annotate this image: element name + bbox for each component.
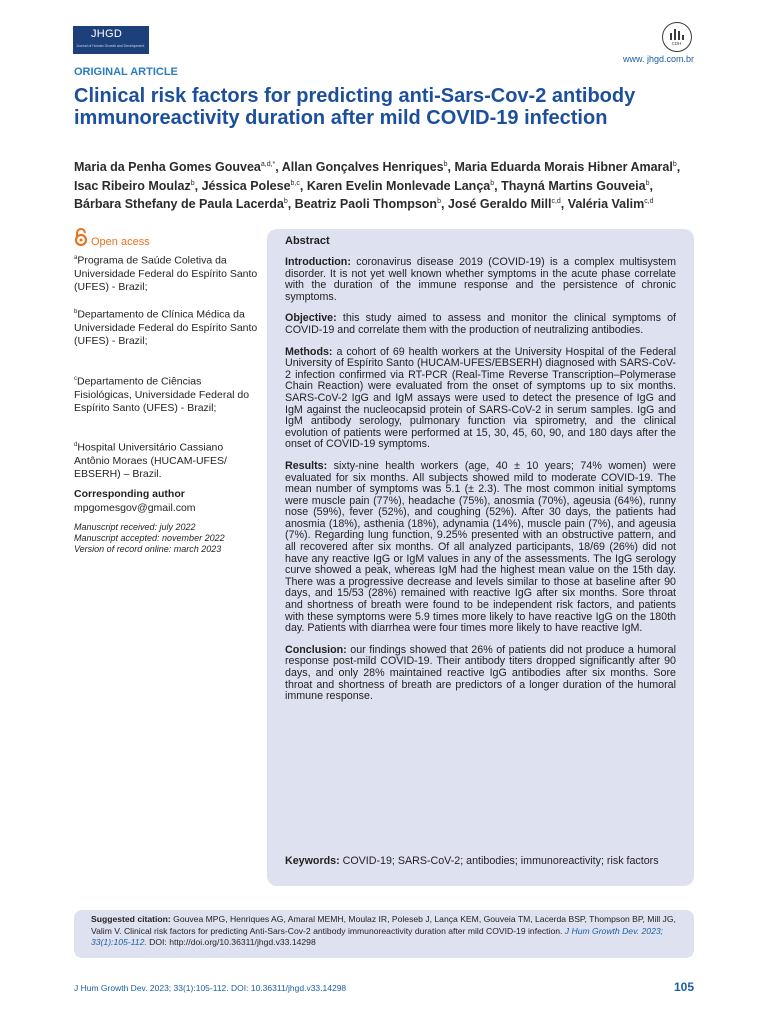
manuscript-dates	[74, 522, 225, 555]
author-name	[568, 197, 654, 211]
abstract-section	[285, 313, 676, 336]
abstract-section-label: Results:	[285, 459, 328, 472]
author-affiliation-marker: b	[190, 179, 195, 187]
affiliation-marker: b	[74, 309, 78, 315]
affiliation-marker: d	[74, 442, 78, 448]
author-name-text: Jéssica Polese	[201, 178, 291, 193]
author-name	[202, 179, 300, 193]
journal-website-link[interactable]: www. jhgd.com.br	[622, 54, 694, 64]
corresponding-author-email[interactable]: mpgomesgov@gmail.com	[74, 502, 196, 514]
author-name	[454, 160, 676, 174]
abstract-heading: Abstract	[285, 235, 330, 247]
abstract-section	[285, 347, 676, 451]
author-affiliation-marker: a,d,*	[260, 161, 276, 168]
author-affiliation-marker: b	[437, 198, 441, 206]
author-affiliation-marker: c,d	[644, 198, 654, 206]
article-title: Clinical risk factors for predicting anti-Sars-Cov-2 antibody immunoreactivity duration after mild COVID-19 infection	[74, 85, 636, 129]
affiliation-marker: c	[74, 376, 77, 382]
keywords-text: COVID-19; SARS-CoV-2; antibodies; immunoreactivity; risk factors	[339, 855, 659, 867]
abstract-section-text: sixty-nine health workers (age, 40 ± 10 years; 74% women) were evaluated for six months. All subjects showed mild to moderate COVID-19. The mean number of symptoms was 5.1 (± 2.3). The most common initial symptoms were muscle pain (77%), headache (75%), anosmia (70%), ageusia (64%), runny nose (59%), fever (52%), and coughing (52%). After 30 days, the patients had anosmia (18%), asthenia (18%), adynamia (14%), muscle pain (7%), and ageusia (7%). Regarding lung function, 9.25% presented with an obstructive pattern, and all recovered after six months. Of all analyzed participants, 18/69 (26%) did not have any reactive IgG or IgM values in any of the assessments. The IgG serology curve showed a peak, whereas IgM had the highest mean value on the 15th day. There was a progressive decrease and levels similar to those at baseline after 90 days, and 15/53 (28%) remained with reactive IgG after six months. Sore throat and shortness of breath were found to be independent risk factors, and patients with these symptoms were 5.9 times more likely to have reactive IgG on the 180th day. Patients with diarrhea were four times more likely to have reactive IgM.	[285, 459, 676, 635]
open-access-label: Open acess	[91, 236, 150, 248]
author-affiliation-marker: b	[645, 179, 650, 187]
author-affiliation-marker: b	[443, 161, 448, 168]
abstract-section-text: our findings showed that 26% of patients did not produce a humoral response post-mild COVID-19. Their antibody titers dropped significantly after 90 days, and only 28% maintained reactive IgG antibodies after six months. Sore throat and shortness of breath are predictors of a longer duration of the humoral immune response.	[285, 643, 676, 703]
abstract-section-label: Conclusion:	[285, 643, 347, 656]
author-name	[282, 160, 448, 174]
footer-citation: J Hum Growth Dev. 2023; 33(1):105-112. DOI: 10.36311/jhgd.v33.14298	[74, 983, 347, 993]
open-access-lock-icon	[74, 228, 88, 246]
citation-journal-ref: J Hum Growth Dev. 2023; 33(1):105-112.	[91, 925, 664, 947]
affiliation-text: Hospital Universitário Cassiano Antônio Moraes (HUCAM-UFES/ EBSERH) – Brazil.	[74, 441, 227, 480]
suggested-citation	[91, 914, 679, 949]
journal-logo-text: JHGD	[91, 28, 123, 40]
author-name	[307, 179, 494, 193]
abstract-section	[285, 257, 676, 303]
author-name	[448, 197, 561, 211]
author-name-text: Bárbara Sthefany de Paula Lacerda	[74, 197, 284, 212]
citation-box	[74, 910, 694, 958]
author-name	[74, 160, 275, 174]
affiliation-text: Departamento de Ciências Fisiológicas, Universidade Federal do Espírito Santo (UFES) - Brazil;	[74, 375, 250, 414]
cdh-emblem-icon	[662, 22, 692, 52]
citation-doi[interactable]: DOI: http://doi.org/10.36311/jhgd.v33.14298	[146, 937, 316, 947]
abstract-section	[285, 645, 676, 703]
affiliation-d	[74, 439, 260, 481]
abstract-section-text: this study aimed to assess and monitor the clinical symptoms of COVID-19 and correlate them with the production of neutralizing antibodies.	[285, 312, 676, 336]
author-affiliation-marker: c,d	[551, 198, 561, 206]
journal-logo-subtitle: Journal of Human Growth and Development	[76, 44, 145, 48]
author-name-text: José Geraldo Mill	[447, 197, 552, 212]
corresponding-author-label: Corresponding author	[74, 488, 185, 500]
author-name-text: Karen Evelin Monlevade Lança	[306, 178, 491, 193]
author-affiliation-marker: b	[283, 198, 288, 206]
affiliation-b	[74, 306, 260, 348]
citation-label: Suggested citation:	[91, 914, 171, 924]
abstract-section-label: Methods:	[285, 345, 333, 358]
abstract-section-label: Objective:	[285, 312, 337, 325]
keywords-label: Keywords:	[285, 855, 340, 867]
abstract-box	[267, 229, 694, 886]
abstract-section-text: coronavirus disease 2019 (COVID-19) is a complex multisystem disorder. It is not yet well known whether symptoms in the acute phase correlate with the duration of the immune response and the persistence of chronic symptoms.	[285, 256, 676, 303]
journal-logo	[73, 26, 149, 54]
received-date: Manuscript received: july 2022	[74, 522, 196, 532]
abstract-body	[285, 235, 676, 713]
affiliation-text: Programa de Saúde Coletiva da Universidade Federal do Espírito Santo (UFES) - Brazil;	[74, 254, 258, 293]
affiliation-marker: a	[74, 255, 78, 261]
author-name-text: Valéria Valim	[567, 197, 645, 212]
author-affiliation-marker: b	[672, 161, 677, 168]
author-name-text: Maria da Penha Gomes Gouvea	[74, 160, 261, 175]
affiliation-c	[74, 373, 260, 415]
author-name-text: Beatriz Paoli Thompson	[294, 197, 438, 212]
article-type: ORIGINAL ARTICLE	[74, 66, 178, 78]
author-affiliation-marker: b	[490, 179, 495, 187]
author-name	[501, 179, 649, 193]
online-date: Version of record online: march 2023	[74, 544, 222, 554]
author-name	[74, 179, 195, 193]
author-name	[74, 197, 288, 211]
abstract-section	[285, 461, 676, 635]
emblem-label: CDH	[671, 41, 682, 46]
abstract-section-text: a cohort of 69 health workers at the University Hospital of the Federal University of Espírito Santo (HUCAM-UFES/EBSERH) diagnosed with SARS-CoV-2 infection confirmed via RT-PCR (Real-Time Reverse Transcription–Polymerase Chain Reaction) were evaluated from the onset of symptoms up to six months. SARS-CoV-2 IgG and IgM assays were used to detect the presence of IgG and IgM against the nucleocapsid protein of SARS-CoV-2 in serum samples. IgG and IgM antibody serology, pulmonary function via spirometry, and the clinical evolution of patients were performed at 15, 30, 45, 60, 90, and 180 days after the onset of COVID-19 symptoms.	[285, 345, 676, 451]
author-name	[295, 197, 441, 211]
author-affiliation-marker: b,c	[290, 179, 300, 187]
accepted-date: Manuscript accepted: november 2022	[74, 533, 225, 543]
author-name-text: Isac Ribeiro Moulaz	[74, 178, 191, 193]
page-number: 105	[673, 980, 694, 994]
author-list: Maria da Penha Gomes Gouvea$^{a,d,*}$, Allan Gonçalves Henriques$^b$, Maria Eduarda Morais Hibner Amaral$^b$, Isac Ribeiro Moulaz$^b$, Jéssica Polese$^{b,c}$, Karen Evelin Monlevade Lança$^b$, Thayná Martins Gouveia$^b$, Bárbara Sthefany de Paula Lacerda$^b$, Beatriz Paoli Thompson$^b$, José Geraldo Mill$^{c,d}$, Valéria Valim$^{c,d}$	[74, 160, 681, 212]
author-name-text: Allan Gonçalves Henriques	[281, 160, 444, 175]
affiliation-a	[74, 252, 260, 294]
citation-text: Gouvea MPG, Henriques AG, Amaral MEMH, Moulaz IR, Poleseb J, Lança KEM, Gouveia TM, Lacerda BSP, Thompson BP, Mill JG, Valim V. Clinical risk factors for predicting Anti-Sars-Cov-2 antibody immunoreactivity duration after mild COVID-19 infection.	[91, 914, 676, 936]
keywords	[285, 855, 680, 867]
abstract-section-label: Introduction:	[285, 256, 351, 268]
author-name-text: Maria Eduarda Morais Hibner Amaral	[454, 160, 673, 175]
affiliation-text: Departamento de Clínica Médica da Universidade Federal do Espírito Santo (UFES) - Brazil;	[74, 308, 258, 347]
author-name-text: Thayná Martins Gouveia	[501, 178, 646, 193]
